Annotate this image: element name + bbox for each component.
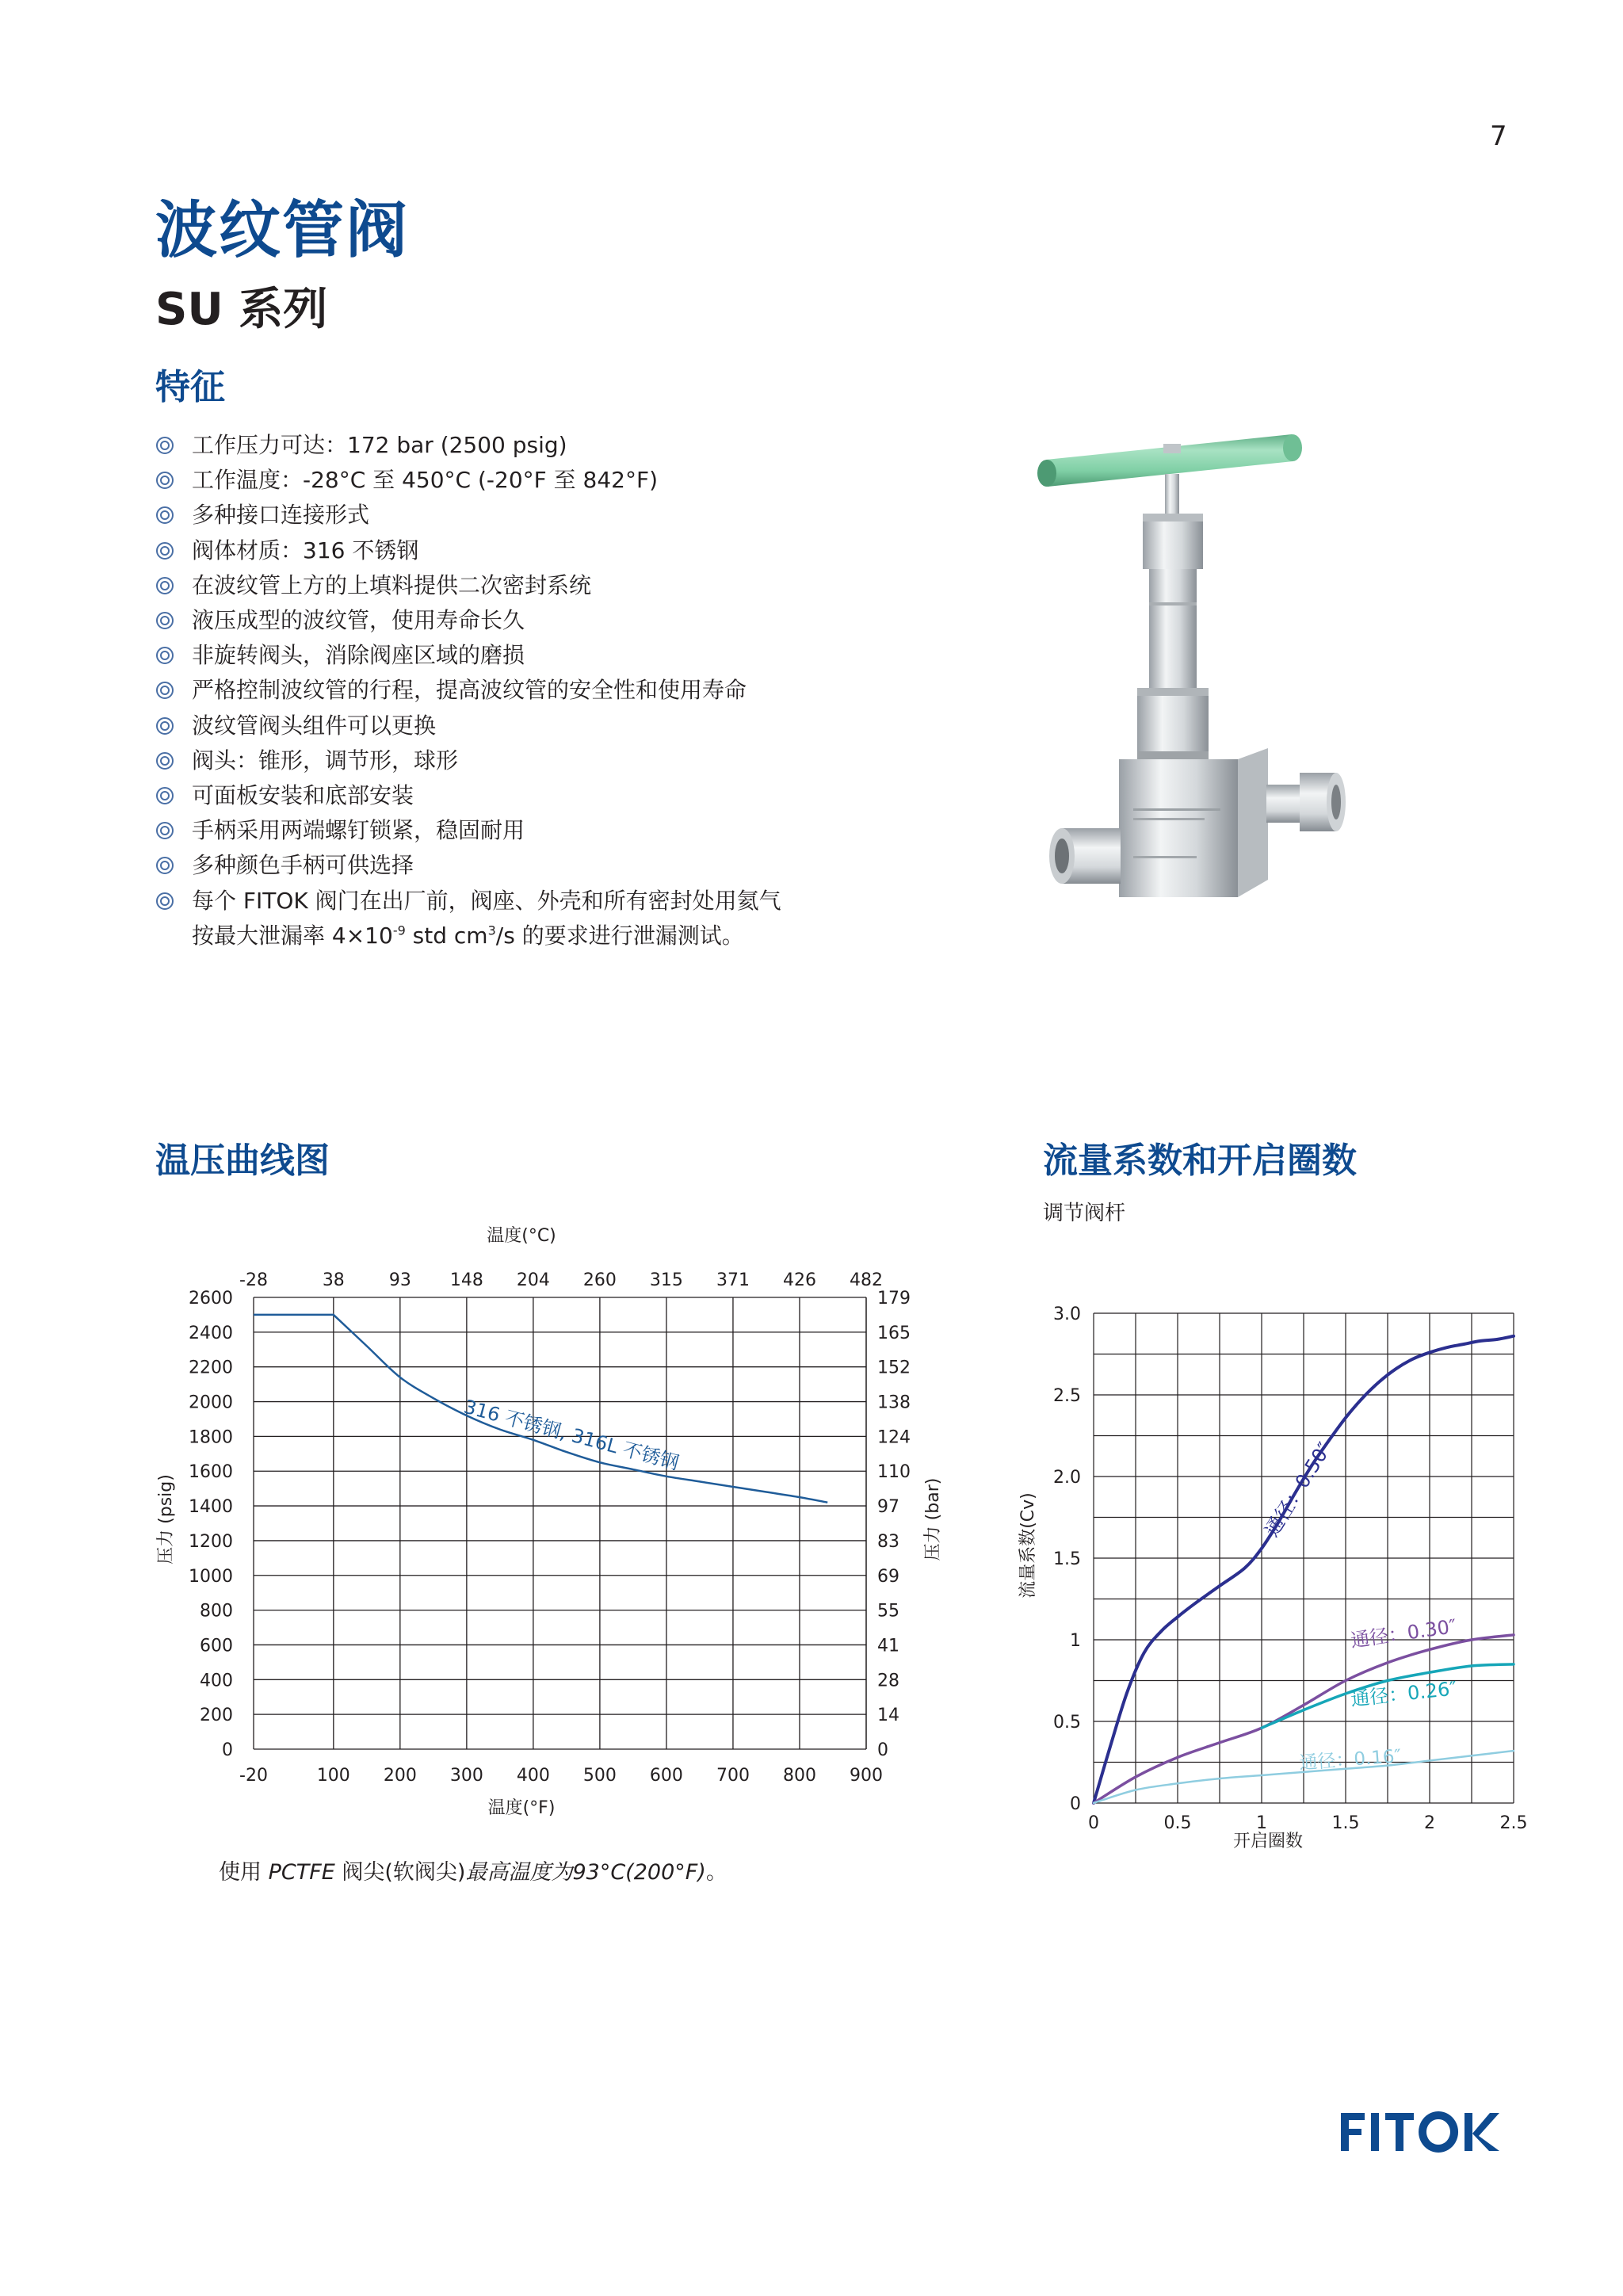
left-port-fitting [1049,828,1121,884]
bullet-icon [155,681,174,700]
feature-item [155,603,869,638]
feature-text: 每个 FITOK 阀门在出厂前，阀座、外壳和所有密封处用氦气 [192,887,781,914]
page-number: 7 [1490,120,1507,152]
pt-y-tick-label: 2600 [189,1289,233,1308]
valve-illustration [1030,412,1363,959]
pt-x-top-tick-label: 426 [782,1270,816,1290]
bullet-icon [155,892,174,911]
pt-x-top-tick-label: 482 [850,1270,883,1290]
pt-x-tick-label: 900 [850,1766,883,1786]
pt-y-tick-label: 600 [200,1636,233,1656]
pt-x-top-tick-label: 93 [388,1270,411,1290]
pt-curve-annotation: 316 不锈钢, 316L 不锈钢 [461,1395,682,1475]
feature-text: 可面板安装和底部安装 [192,782,414,809]
pt-x-tick-label: 100 [316,1766,350,1786]
bullet-icon [155,646,174,665]
features-heading: 特征 [155,367,225,407]
cv-x-tick-label: 1 [1256,1813,1267,1833]
bullet-icon [155,821,174,840]
pt-axis-label-top: 温度(°C) [487,1226,556,1246]
bonnet-body [1149,569,1197,688]
pt-x-tick-label: 400 [516,1766,550,1786]
feature-text: 液压成型的波纹管，使用寿命长久 [192,607,525,634]
cv-x-tick-label: 2 [1424,1813,1435,1833]
cv-y-tick-label: 1.5 [1053,1549,1081,1569]
pt-axis-label-bottom: 温度(°F) [487,1798,556,1818]
pt-x-tick-label: 700 [716,1766,750,1786]
cv-x-tick-label: 0 [1088,1813,1099,1833]
feature-item [155,709,869,743]
pt-x-top-tick-label: 371 [716,1270,750,1290]
cv-y-tick-label: 1 [1070,1631,1081,1651]
pctfe-note: 使用 PCTFE 阀尖(软阀尖)最高温度为93°C(200°F)。 [219,1860,727,1885]
pt-y-tick-label: 2200 [189,1358,233,1378]
cv-axis-label-left: 流量系数(Cv) [1018,1492,1038,1599]
pt-x-tick-label: 600 [649,1766,683,1786]
feature-text: 阀头：锥形，调节形，球形 [192,747,459,774]
pt-x-top-tick-label: 38 [322,1270,345,1290]
pt-y-right-tick-label: 97 [877,1497,899,1518]
pt-axis-label-left: 压力 (psig) [156,1474,176,1564]
cv-chart-heading: 流量系数和开启圈数 [1043,1140,1357,1181]
cv-series-label: 通径：0.26″ [1350,1677,1458,1711]
pt-x-top-tick-label: 315 [649,1270,683,1290]
feature-item [155,638,869,673]
pt-x-tick-label: 800 [782,1766,816,1786]
feature-item [155,813,869,848]
page-title: 波纹管阀 [155,195,410,266]
valve-image [1030,412,1363,962]
flow-coefficient-chart [1006,1276,1529,1862]
pt-y-tick-label: 1200 [189,1531,233,1552]
bullet-icon [155,856,174,875]
feature-text: 非旋转阀头，消除阀座区域的磨损 [192,642,525,669]
pt-chart-heading: 温压曲线图 [155,1140,330,1181]
cv-x-tick-label: 1.5 [1331,1813,1360,1833]
feature-text: 工作压力可达：172 bar (2500 psig) [192,432,567,458]
pt-y-tick-label: 0 [222,1740,233,1760]
bullet-icon [155,576,174,595]
cv-y-tick-label: 2.5 [1053,1386,1081,1406]
cv-chart-subheading: 调节阀杆 [1043,1201,1126,1225]
cv-series-label: 通径：0.50″ [1260,1438,1336,1541]
feature-item [155,498,869,533]
cv-series-label: 通径：0.30″ [1349,1614,1458,1652]
cv-axis-label-bottom: 开启圈数 [1232,1832,1304,1851]
pt-y-tick-label: 800 [200,1601,233,1622]
cv-x-tick-label: 0.5 [1163,1813,1192,1833]
cv-y-tick-label: 2.0 [1053,1468,1081,1488]
bullet-icon [155,541,174,560]
bullet-icon [155,506,174,525]
pt-y-right-tick-label: 124 [877,1427,911,1448]
cv-y-tick-label: 0 [1070,1794,1081,1814]
pt-y-right-tick-label: 28 [877,1671,899,1691]
pt-series-line [254,1315,827,1503]
pt-x-top-tick-label: 260 [582,1270,617,1290]
feature-text: 阀体材质：316 不锈钢 [192,537,419,563]
pt-y-right-tick-label: 179 [877,1289,911,1308]
pt-x-tick-label: -20 [239,1766,268,1786]
pt-y-tick-label: 400 [200,1671,233,1691]
feature-item [155,743,869,778]
pt-y-right-tick-label: 41 [877,1636,899,1656]
pt-y-right-tick-label: 138 [877,1392,911,1413]
feature-item [155,778,869,813]
pt-x-top-tick-label: 204 [516,1270,550,1290]
valve-body-block [1119,759,1238,897]
pt-y-right-tick-label: 14 [877,1706,899,1726]
feature-item [155,463,869,498]
pt-y-right-tick-label: 69 [877,1566,899,1587]
feature-text: 手柄采用两端螺钉锁紧，稳固耐用 [192,817,525,844]
feature-item [155,884,869,919]
pt-y-tick-label: 2400 [189,1323,233,1343]
pt-y-tick-label: 1000 [189,1566,233,1587]
pt-x-tick-label: 300 [449,1766,483,1786]
feature-item-continuation: 按最大泄漏率 $4\times 10^{-9}$ std $cm^3/s$ 的要求进行泄漏测试。 [192,922,744,949]
fitok-logo [1341,2110,1499,2157]
feature-text: 严格控制波纹管的行程，提高波纹管的安全性和使用寿命 [192,677,747,704]
feature-item [155,533,869,568]
fitok-logo-mark [1341,2110,1499,2154]
pt-y-tick-label: 1600 [189,1462,233,1483]
pt-y-tick-label: 200 [200,1706,233,1726]
feature-item [155,848,869,883]
cv-y-tick-label: 0.5 [1053,1713,1081,1733]
pt-y-right-tick-label: 0 [877,1740,888,1760]
bullet-icon [155,436,174,455]
bullet-icon [155,471,174,490]
pt-y-right-tick-label: 152 [877,1358,911,1378]
pt-x-top-tick-label: -28 [239,1270,268,1290]
pressure-temperature-chart [143,1213,967,1831]
feature-text: 多种颜色手柄可供选择 [192,852,414,879]
feature-item [155,568,869,603]
body-nut [1137,688,1209,759]
bullet-icon [155,611,174,630]
feature-text: 多种接口连接形式 [192,502,370,529]
pt-y-right-tick-label: 55 [877,1601,899,1622]
pt-x-tick-label: 500 [582,1766,617,1786]
bullet-icon [155,751,174,770]
feature-list [155,428,869,953]
pt-y-right-tick-label: 83 [877,1531,899,1552]
pt-x-tick-label: 200 [383,1766,417,1786]
pt-axis-label-right: 压力 (bar) [923,1477,943,1561]
feature-item [155,673,869,708]
cv-series-label: 通径：0.16″ [1298,1746,1403,1775]
pt-y-tick-label: 1400 [189,1497,233,1518]
feature-text: 工作温度：-28°C 至 450°C (-20°F 至 842°F) [192,467,659,494]
cv-x-tick-label: 2.5 [1499,1813,1528,1833]
pt-y-right-tick-label: 165 [877,1323,911,1343]
bonnet-nut [1143,514,1203,569]
pt-y-tick-label: 1800 [189,1427,233,1448]
valve-stem [1165,474,1179,515]
series-subtitle: SU 系列 [155,284,328,335]
pt-y-right-tick-label: 110 [877,1462,911,1483]
pt-y-tick-label: 2000 [189,1392,233,1413]
right-port-fitting [1266,773,1346,831]
feature-text: 在波纹管上方的上填料提供二次密封系统 [192,571,592,598]
feature-item [155,428,869,463]
bullet-icon [155,716,174,735]
cv-y-tick-label: 3.0 [1053,1305,1081,1324]
feature-text: 波纹管阀头组件可以更换 [192,712,437,739]
pt-x-top-tick-label: 148 [449,1270,483,1290]
bullet-icon [155,786,174,805]
